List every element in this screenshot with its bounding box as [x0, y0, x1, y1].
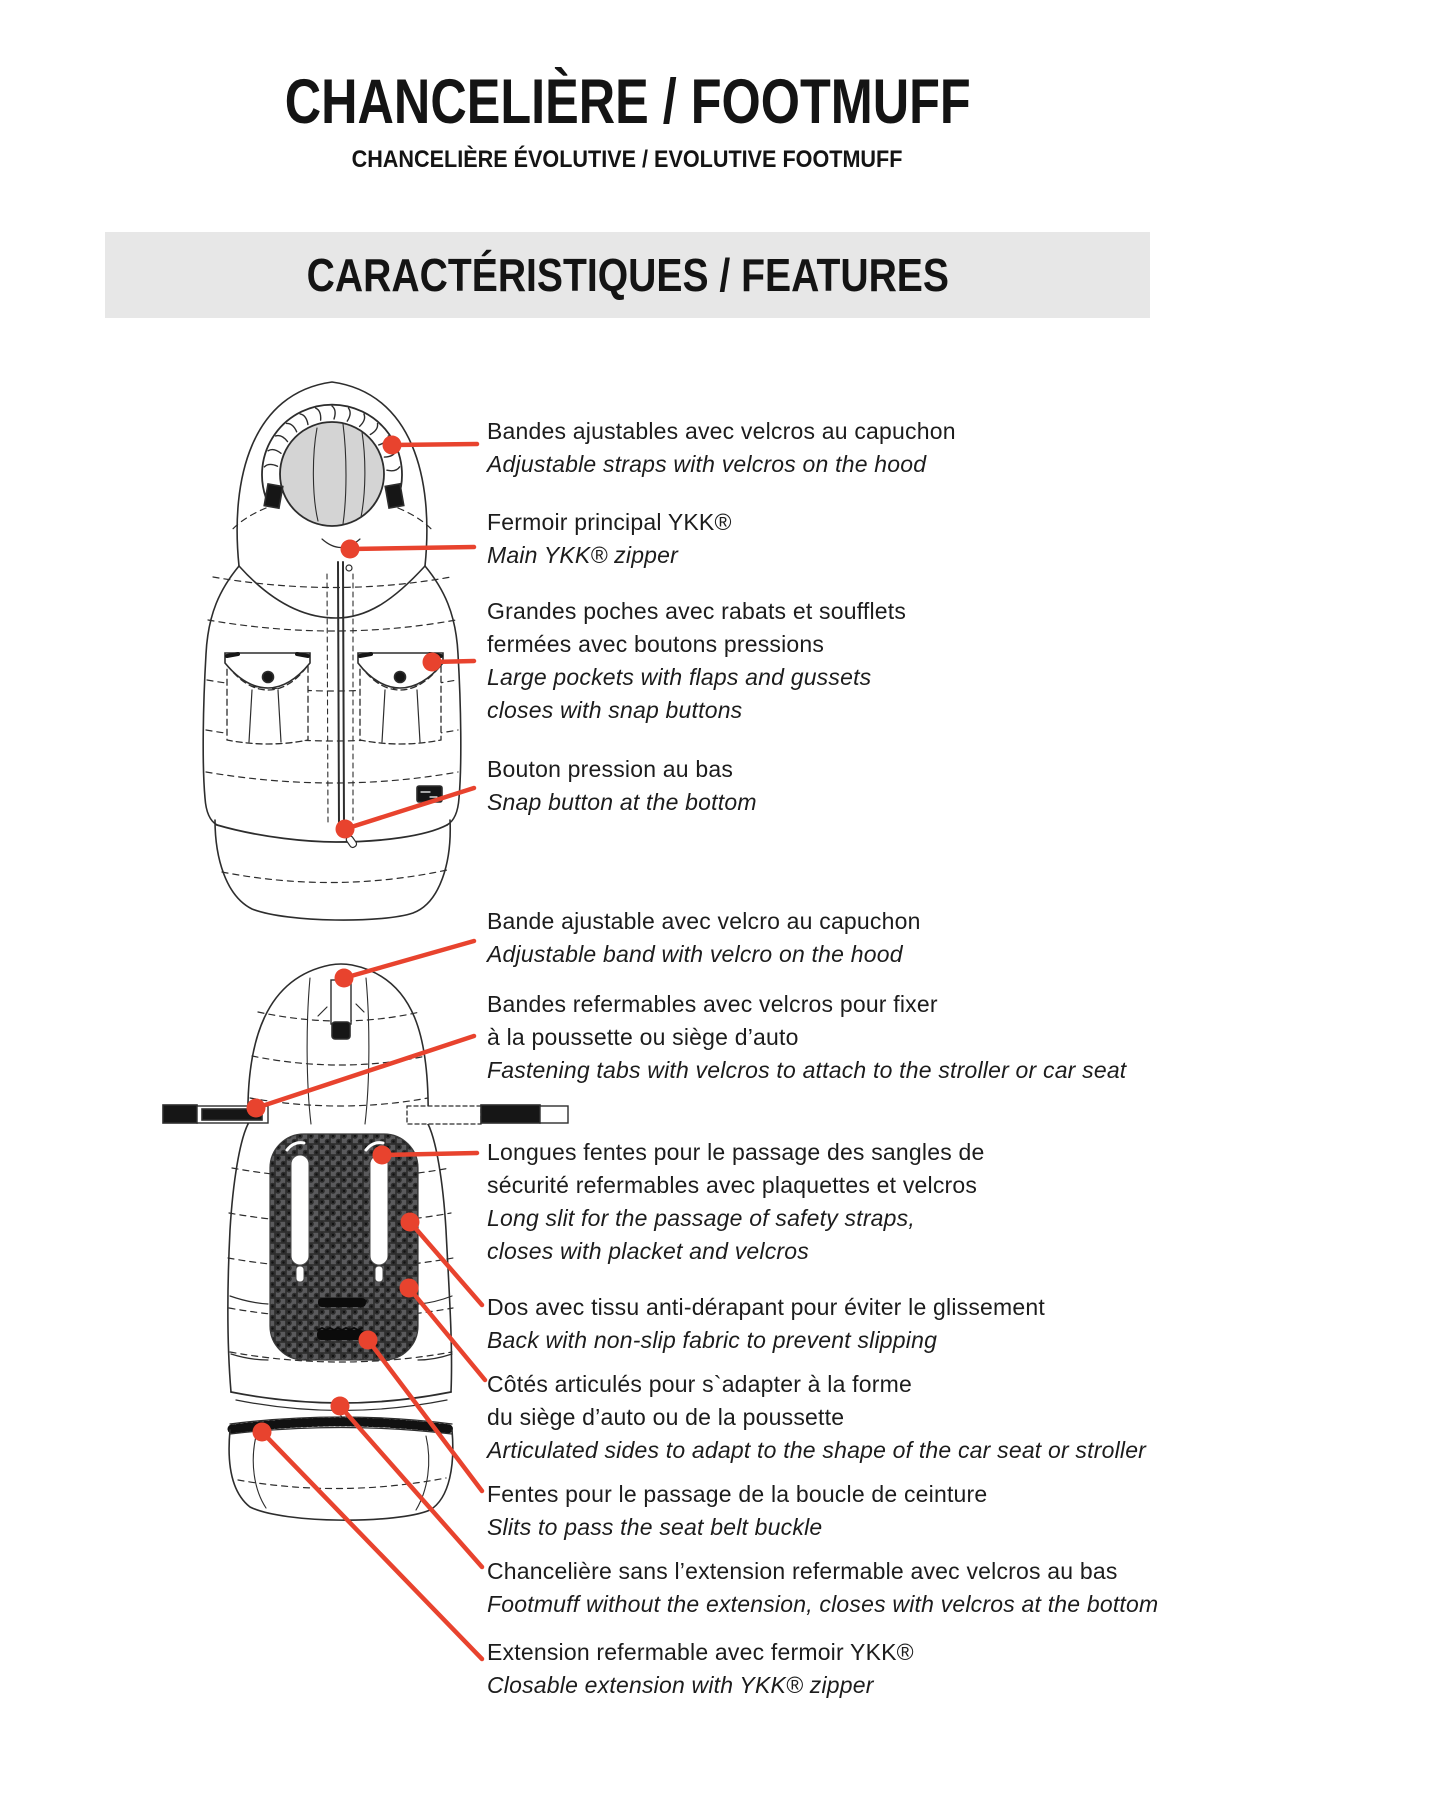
- callout-fastening-tabs: [487, 988, 1126, 1087]
- callout-dot: [247, 1099, 266, 1118]
- callout-dot: [383, 436, 402, 455]
- callout-text-fr: Bandes refermables avec velcros pour fixer: [487, 991, 938, 1017]
- callout-text-fr: Bouton pression au bas: [487, 756, 734, 782]
- callout-text-en: Back with non-slip fabric to prevent slipping: [487, 1327, 938, 1353]
- callout-text-en: Adjustable band with velcro on the hood: [487, 941, 903, 967]
- callout-text-en: closes with snap buttons: [487, 697, 743, 723]
- callout-dot: [423, 653, 442, 672]
- callout-bottom-snap-button: [487, 753, 757, 819]
- callout-line: [256, 1036, 474, 1108]
- front-view-drawing: [203, 382, 461, 920]
- callout-text-en: Slits to pass the seat belt buckle: [487, 1514, 823, 1540]
- hood-velcro-strap: [318, 980, 364, 1039]
- callout-footmuff-without-extension: [487, 1555, 1158, 1621]
- callout-text-fr: à la poussette ou siège d’auto: [487, 1024, 799, 1050]
- callout-text-en: Long slit for the passage of safety straps,: [487, 1205, 915, 1231]
- callout-line: [262, 1432, 482, 1659]
- section-banner-text: CARACTÉRISTIQUES / FEATURES: [306, 249, 949, 301]
- callout-dot: [373, 1146, 392, 1165]
- hood-opening: [280, 422, 384, 548]
- page-subtitle-text: CHANCELIÈRE ÉVOLUTIVE / EVOLUTIVE FOOTMUFF: [352, 146, 903, 173]
- callout-text-en: Snap button at the bottom: [487, 789, 757, 815]
- callout-text-fr: Grandes poches avec rabats et soufflets: [487, 598, 907, 624]
- callout-text-fr: Fentes pour le passage de la boucle de ceinture: [487, 1481, 988, 1507]
- callout-hood-adjustable-straps: [487, 415, 956, 481]
- callout-text-fr: Bande ajustable avec velcro au capuchon: [487, 908, 921, 934]
- callout-line: [345, 788, 474, 829]
- callout-text-en: Main YKK® zipper: [487, 542, 679, 568]
- callout-dot: [400, 1279, 419, 1298]
- callout-dot: [253, 1423, 272, 1442]
- callout-dot: [336, 820, 355, 839]
- snap-button-left: [263, 672, 274, 683]
- callout-text-en: Footmuff without the extension, closes with velcros at the bottom: [487, 1591, 1159, 1617]
- callout-dot: [401, 1213, 420, 1232]
- callout-line: [409, 1288, 485, 1380]
- callout-text-en: Adjustable straps with velcros on the hood: [487, 451, 927, 477]
- callout-large-pockets: [487, 595, 906, 727]
- callout-text-fr: Dos avec tissu anti-dérapant pour éviter le glissement: [487, 1294, 1045, 1320]
- callout-belt-buckle-slits: [487, 1478, 987, 1544]
- callout-text-en: closes with placket and velcros: [487, 1238, 809, 1264]
- callout-dot: [331, 1397, 350, 1416]
- callout-text-fr: Côtés articulés pour s`adapter à la forme: [487, 1371, 912, 1397]
- callout-safety-strap-slits: [487, 1136, 984, 1268]
- callout-line: [350, 547, 474, 549]
- fastening-strap-right: [407, 1105, 568, 1124]
- callout-line: [344, 941, 474, 978]
- callout-text-en: Large pockets with flaps and gussets: [487, 664, 872, 690]
- snap-button-right: [395, 672, 406, 683]
- callout-closable-extension: [487, 1636, 914, 1702]
- callout-dot: [341, 540, 360, 559]
- callout-text-en: Articulated sides to adapt to the shape of the car seat or stroller: [487, 1437, 1147, 1463]
- callout-hood-velcro-band: [487, 905, 921, 971]
- callout-text-fr: Fermoir principal YKK®: [487, 509, 732, 535]
- callout-line: [392, 444, 477, 445]
- callout-main-zipper: [487, 506, 732, 572]
- callout-text-fr: sécurité refermables avec plaquettes et velcros: [487, 1172, 978, 1198]
- callout-text-en: Closable extension with YKK® zipper: [487, 1672, 874, 1698]
- callout-line: [368, 1340, 482, 1491]
- callout-dot: [335, 969, 354, 988]
- callout-text-en: Fastening tabs with velcros to attach to the stroller or car seat: [487, 1057, 1127, 1083]
- callout-text-fr: du siège d’auto ou de la poussette: [487, 1404, 845, 1430]
- callout-dot: [359, 1331, 378, 1350]
- front-main-zipper: [327, 562, 358, 849]
- page-title-text: CHANCELIÈRE / FOOTMUFF: [284, 67, 971, 137]
- callout-non-slip-back: [487, 1291, 1045, 1357]
- callout-text-fr: Extension refermable avec fermoir YKK®: [487, 1639, 914, 1665]
- callout-text-fr: Bandes ajustables avec velcros au capuchon: [487, 418, 956, 444]
- non-slip-panel: [270, 1134, 418, 1360]
- callout-articulated-sides: [487, 1368, 1146, 1467]
- callout-text-fr: Chancelière sans l’extension refermable avec velcros au bas: [487, 1558, 1118, 1584]
- front-pocket-left: [225, 653, 310, 744]
- callout-overlay: [247, 436, 486, 1660]
- callout-line: [382, 1153, 477, 1155]
- callout-text-fr: Longues fentes pour le passage des sangles de: [487, 1139, 985, 1165]
- callout-text-fr: fermées avec boutons pressions: [487, 631, 825, 657]
- front-hood: [230, 382, 434, 618]
